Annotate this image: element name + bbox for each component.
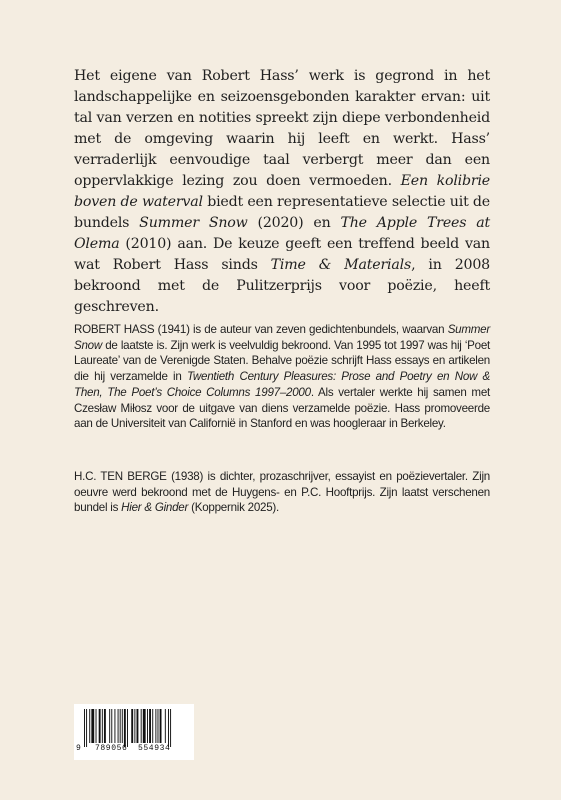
author-bio-text-3: . Als vertaler werkte hij samen met Czesław Miłosz voor de uitgave van diens verzamelde poëzie. Hass promoveerde aan de Universiteit van Californië in Stanford en was hoogleraar in Berkeley. <box>74 385 490 431</box>
barcode-bar <box>91 709 94 743</box>
barcode-bar <box>109 709 110 743</box>
translator-bio <box>74 469 490 516</box>
barcode-bar <box>102 709 103 743</box>
barcode-bar <box>86 709 87 747</box>
blurb-collection-apple-trees: The Apple Trees at Olema <box>74 215 490 252</box>
barcode-bar <box>118 709 119 743</box>
blurb-book-title: Een kolibrie boven de waterval <box>74 173 490 210</box>
author-bio-title-1: Summer Snow <box>74 323 490 352</box>
barcode-bar <box>122 709 123 743</box>
translator-bio-title: Hier & Ginder <box>121 501 189 515</box>
barcode-bar <box>141 709 142 743</box>
barcode-bar <box>137 709 139 743</box>
barcode-bar <box>134 709 135 743</box>
barcode-bar <box>155 709 156 743</box>
translator-bio-text-1: H.C. TEN BERGE (1938) is dichter, prozaschrijver, essayist en poëzievertaler. Zijn oeuvre werd bekroond met de Huygens- en P.C. Hooftprijs. Zijn laatst verschenen bundel is <box>74 470 490 515</box>
blurb-collection-time-materials: Time & Materials <box>270 257 412 273</box>
isbn-barcode <box>74 704 194 760</box>
author-bio-text-2: de laatste is. Zijn werk is veelvuldig bekroond. Van 1995 tot 1997 was hij ‘Poet Laureate’ van de Verenigde Staten. Behalve poëzie schrijft Hass essays en artikelen die hij verzamelde in <box>74 338 490 384</box>
barcode-bar <box>168 709 169 747</box>
barcode-digits <box>74 744 194 756</box>
author-bio <box>74 322 490 432</box>
barcode-digits-right: 554934 <box>138 744 171 753</box>
barcode-bar <box>165 709 166 743</box>
barcode-bar <box>149 709 151 743</box>
barcode-bar <box>114 709 115 743</box>
barcode-bar <box>158 709 159 743</box>
barcode-bar <box>152 709 153 743</box>
barcode-bars <box>84 709 184 749</box>
barcode-bar <box>99 709 101 743</box>
barcode-bar <box>89 709 90 743</box>
blurb-text-2: biedt een representatieve selectie uit de bundels <box>74 194 490 231</box>
author-bio-title-2: Twentieth Century Pleasures: Prose and Poetry en Now & Then, The Poet’s Choice Columns 1997–2000 <box>74 370 490 399</box>
barcode-bar <box>170 709 171 747</box>
blurb-text-5: , in 2008 bekroond met de Pulitzerprijs voor poëzie, heeft geschreven. <box>74 257 491 315</box>
barcode-bar <box>160 709 162 743</box>
blurb-text-4: (2010) aan. De keuze geeft een treffend beeld van wat Robert Hass sinds <box>74 236 490 273</box>
author-bio-text-1: ROBERT HASS (1941) is de auteur van zeven gedichtenbundels, waarvan <box>74 323 448 336</box>
blurb-text-1: Het eigene van Robert Hass’ werk is gegrond in het landschappelijke en seizoensgebonden karakter ervan: uit tal van verzen en notities spreekt zijn diepe verbondenheid met de omgeving waarin hij leeft en werkt. Hass’ verraderlijk eenvoudige taal verbergt meer dan een oppervlakkige lezing zou doen vermoeden. <box>74 68 490 189</box>
barcode-bar <box>84 709 85 747</box>
barcode-bar <box>124 709 126 747</box>
blurb-text-3: (2020) en <box>247 215 341 231</box>
blurb-collection-summer-snow: Summer Snow <box>139 215 248 231</box>
barcode-bar <box>96 709 97 743</box>
barcode-bar <box>131 709 133 743</box>
barcode-bar <box>120 709 121 743</box>
barcode-digits-left: 789056 <box>95 744 128 753</box>
barcode-digit-lead: 9 <box>76 744 81 753</box>
barcode-bar <box>147 709 148 743</box>
barcode-bar <box>104 709 106 743</box>
barcode-bar <box>143 709 146 743</box>
barcode-bar <box>127 709 128 747</box>
translator-bio-text-2: (Koppernik 2025). <box>188 501 280 515</box>
barcode-bar <box>111 709 112 743</box>
cover-blurb <box>74 66 490 318</box>
